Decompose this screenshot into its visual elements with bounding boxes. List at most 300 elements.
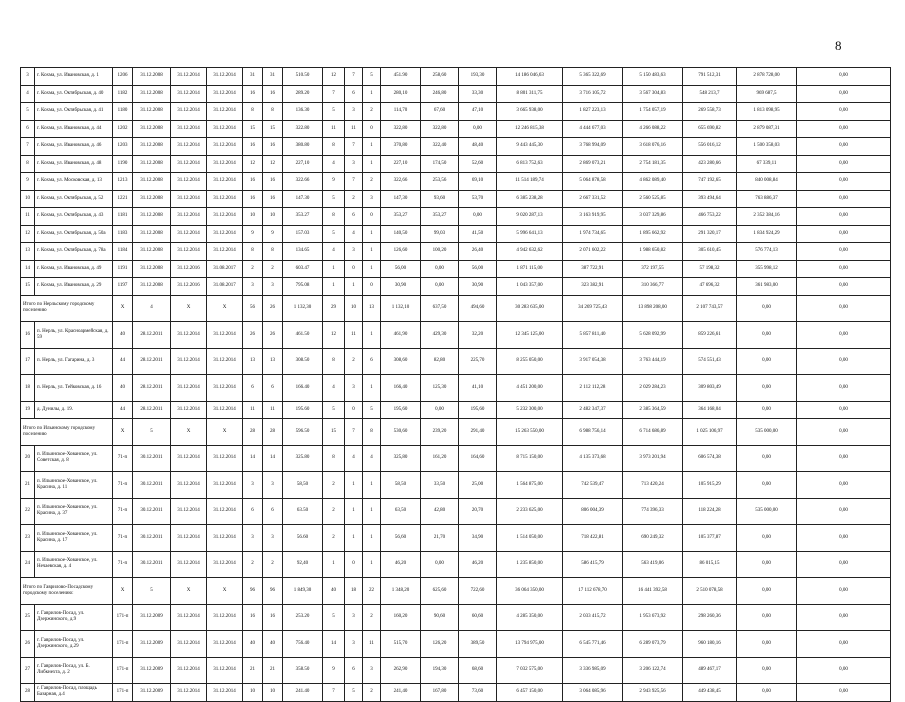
table-cell: 0,00 bbox=[737, 578, 797, 605]
table-cell: 0,00 bbox=[737, 604, 797, 631]
table-cell: 14 bbox=[263, 445, 283, 472]
table-cell: 353.27 bbox=[283, 208, 323, 226]
table-cell: 67,60 bbox=[421, 103, 459, 121]
table-cell: 2 bbox=[263, 260, 283, 278]
table-cell: 308.50 bbox=[283, 348, 323, 375]
table-cell: 21 bbox=[243, 657, 263, 684]
table-cell: 10 bbox=[243, 684, 263, 702]
table-cell: 0,00 bbox=[737, 472, 797, 499]
table-cell: 466 753,22 bbox=[683, 208, 737, 226]
table-cell: 5 bbox=[133, 578, 171, 605]
table-cell: 31.12.2008 bbox=[133, 85, 171, 103]
table-cell: 2 112 112,28 bbox=[563, 375, 623, 402]
table-cell: 1180 bbox=[113, 103, 133, 121]
address-cell: г. Кохма, ул. Октябрьская, д. 40 bbox=[35, 85, 113, 103]
table-cell: 16 bbox=[263, 138, 283, 156]
table-cell: 353,27 bbox=[381, 208, 421, 226]
table-cell: 4 285 350,00 bbox=[497, 604, 563, 631]
table-cell: 2 879 087,31 bbox=[737, 120, 797, 138]
table-cell: 0,00 bbox=[797, 684, 891, 702]
table-cell: 10 bbox=[345, 295, 363, 322]
table-cell: 322,80 bbox=[381, 120, 421, 138]
table-cell: 31.12.2014 bbox=[171, 85, 207, 103]
table-cell: 1197 bbox=[113, 278, 133, 296]
table-cell: 134.65 bbox=[283, 243, 323, 261]
table-cell: 1 bbox=[363, 260, 381, 278]
table-cell: 6 545 771,46 bbox=[563, 631, 623, 658]
table-cell: 1202 bbox=[113, 120, 133, 138]
table-cell: 160,20 bbox=[381, 604, 421, 631]
table-cell: 323 382,91 bbox=[563, 278, 623, 296]
table-cell: 140,50 bbox=[381, 225, 421, 243]
table-cell: 3 917 054,38 bbox=[563, 348, 623, 375]
table-cell: 361 983,00 bbox=[737, 278, 797, 296]
table-cell: 9 443 445,30 bbox=[497, 138, 563, 156]
table-row bbox=[21, 278, 891, 296]
table-cell: 1 988 650,82 bbox=[623, 243, 683, 261]
table-cell: 774 396,33 bbox=[623, 498, 683, 525]
table-cell: 31.12.2014 bbox=[207, 472, 243, 499]
table-cell: 8 bbox=[363, 419, 381, 446]
address-cell: г. Кохма, ул. Октябрьская, д. 43 bbox=[35, 208, 113, 226]
table-cell: 322.80 bbox=[283, 120, 323, 138]
table-cell: X bbox=[207, 578, 243, 605]
table-cell: 41,50 bbox=[459, 225, 497, 243]
table-cell: 586 415,79 bbox=[563, 551, 623, 578]
table-cell: 655 690,82 bbox=[683, 120, 737, 138]
table-cell: 449 438,45 bbox=[683, 684, 737, 702]
table-cell: 17 112 678,70 bbox=[563, 578, 623, 605]
table-cell: 6 bbox=[263, 498, 283, 525]
table-cell: 2 bbox=[323, 525, 345, 552]
table-cell: 1 bbox=[363, 498, 381, 525]
table-row bbox=[21, 190, 891, 208]
table-cell: 2 bbox=[243, 260, 263, 278]
address-cell: п. Ильинское-Хованское, ул. Нечаевская, д. 4 bbox=[35, 551, 113, 578]
table-cell: 31.12.2014 bbox=[207, 604, 243, 631]
table-cell: 4 bbox=[345, 445, 363, 472]
table-cell: 1 bbox=[363, 243, 381, 261]
table-cell: 28 bbox=[21, 684, 35, 702]
table-cell: 26 bbox=[263, 322, 283, 349]
table-cell: 34 269 725,43 bbox=[563, 295, 623, 322]
table-cell: 325.80 bbox=[283, 445, 323, 472]
table-cell: 461,90 bbox=[381, 322, 421, 349]
table-cell: 840 008,84 bbox=[737, 173, 797, 191]
table-cell: 5 bbox=[323, 401, 345, 419]
table-cell: 0,00 bbox=[797, 604, 891, 631]
table-cell: 322,80 bbox=[421, 120, 459, 138]
table-cell: 195.60 bbox=[283, 401, 323, 419]
table-cell: 5 857 811,40 bbox=[563, 322, 623, 349]
table-cell: 0 bbox=[363, 120, 381, 138]
table-cell: 423 280,66 bbox=[683, 155, 737, 173]
table-row bbox=[21, 225, 891, 243]
table-cell: 2 071 602,22 bbox=[563, 243, 623, 261]
table-cell: 2 943 925,56 bbox=[623, 684, 683, 702]
table-cell: 29 bbox=[323, 295, 345, 322]
table-cell: 305 610,45 bbox=[683, 243, 737, 261]
table-cell: 16 bbox=[243, 85, 263, 103]
table-cell: 6 bbox=[345, 208, 363, 226]
table-row bbox=[21, 260, 891, 278]
table-cell: 5 bbox=[133, 419, 171, 446]
address-cell: г. Кохма, ул. Ивановская, д. 44 bbox=[35, 120, 113, 138]
table-row bbox=[21, 208, 891, 226]
table-cell: 0,00 bbox=[737, 401, 797, 419]
table-cell: 21 bbox=[21, 472, 35, 499]
address-cell: п. Ильинское-Хованское, ул. Красина, д. 37 bbox=[35, 498, 113, 525]
table-cell: X bbox=[113, 419, 133, 446]
table-cell: 31.12.2014 bbox=[207, 525, 243, 552]
table-cell: 126,20 bbox=[421, 631, 459, 658]
table-cell: 31.12.2014 bbox=[171, 322, 207, 349]
table-cell: 6 714 686,89 bbox=[623, 419, 683, 446]
table-cell: 36 064 350,00 bbox=[497, 578, 563, 605]
table-cell: 147.30 bbox=[283, 190, 323, 208]
table-cell: 47 696,32 bbox=[683, 278, 737, 296]
table-cell: 32,20 bbox=[459, 322, 497, 349]
table-cell: 1 bbox=[363, 375, 381, 402]
table-cell: 2 385 364,59 bbox=[623, 401, 683, 419]
table-row bbox=[21, 85, 891, 103]
table-cell: 289.20 bbox=[283, 85, 323, 103]
table-cell: 13 794 975,00 bbox=[497, 631, 563, 658]
table-cell: 606 574,38 bbox=[683, 445, 737, 472]
address-cell: п. Ильинское-Хованское, ул. Красина, д. 11 bbox=[35, 472, 113, 499]
table-cell: 1 132,30 bbox=[283, 295, 323, 322]
table-cell: X bbox=[113, 295, 133, 322]
table-cell: 27 bbox=[21, 657, 35, 684]
table-cell: 30.12.2011 bbox=[133, 445, 171, 472]
table-cell: 309 803,49 bbox=[683, 375, 737, 402]
table-cell: 31.12.2014 bbox=[171, 138, 207, 156]
table-cell: 15 bbox=[21, 278, 35, 296]
table-cell: 1 bbox=[323, 278, 345, 296]
subtotal-label: Итого по Нерльскому городскому поселению bbox=[21, 295, 113, 322]
table-cell: 166,40 bbox=[381, 375, 421, 402]
table-cell: 31.12.2014 bbox=[171, 525, 207, 552]
table-cell: 16 bbox=[243, 173, 263, 191]
table-cell: 1 953 673,92 bbox=[623, 604, 683, 631]
table-cell: 9 bbox=[323, 657, 345, 684]
table-cell: 0,00 bbox=[421, 260, 459, 278]
table-cell: 625,60 bbox=[421, 578, 459, 605]
table-cell: 722,60 bbox=[459, 578, 497, 605]
table-cell: 136.30 bbox=[283, 103, 323, 121]
table-cell: 380.80 bbox=[283, 138, 323, 156]
table-cell: 22 bbox=[21, 498, 35, 525]
table-cell: 28.12.2011 bbox=[133, 375, 171, 402]
subtotal-label: Итого по Ильинскому городскому поселению bbox=[21, 419, 113, 446]
table-cell: 60,60 bbox=[459, 604, 497, 631]
table-cell: 969 687,5 bbox=[737, 85, 797, 103]
table-cell: 31 bbox=[243, 68, 263, 86]
table-cell: 355 998,12 bbox=[737, 260, 797, 278]
table-cell: 364 168,04 bbox=[683, 401, 737, 419]
table-cell: 28 bbox=[243, 419, 263, 446]
table-cell: 0,00 bbox=[737, 631, 797, 658]
table-cell: 6 813 752,63 bbox=[497, 155, 563, 173]
table-cell: 16 bbox=[243, 190, 263, 208]
table-cell: 105 377,87 bbox=[683, 525, 737, 552]
table-cell: 12 bbox=[323, 68, 345, 86]
table-cell: 603.47 bbox=[283, 260, 323, 278]
table-cell: 2 510 078,58 bbox=[683, 578, 737, 605]
table-cell: 31.12.2014 bbox=[171, 103, 207, 121]
table-cell: 16 bbox=[21, 322, 35, 349]
table-cell: 6 988 756,14 bbox=[563, 419, 623, 446]
table-cell: 1 235 850,00 bbox=[497, 551, 563, 578]
table-cell: 0,00 bbox=[797, 85, 891, 103]
table-row bbox=[21, 243, 891, 261]
table-cell: 8 801 311,75 bbox=[497, 85, 563, 103]
table-cell: 34,90 bbox=[459, 525, 497, 552]
table-cell: 147,30 bbox=[381, 190, 421, 208]
table-row bbox=[21, 348, 891, 375]
table-cell: 2 667 331,52 bbox=[563, 190, 623, 208]
table-cell: 0,00 bbox=[797, 419, 891, 446]
table-cell: 31.12.2014 bbox=[171, 173, 207, 191]
table-cell: 10 bbox=[263, 208, 283, 226]
table-cell: 3 bbox=[243, 278, 263, 296]
table-cell: 71-п bbox=[113, 472, 133, 499]
table-cell: 0,00 bbox=[797, 631, 891, 658]
table-cell: 2 bbox=[323, 472, 345, 499]
table-cell: 100,20 bbox=[421, 243, 459, 261]
table-cell: 16 bbox=[263, 604, 283, 631]
table-cell: 11 bbox=[323, 120, 345, 138]
table-cell: 8 bbox=[323, 138, 345, 156]
address-cell: г. Кохма, ул. Ивановская, д. 29 bbox=[35, 278, 113, 296]
table-cell: 31.12.2014 bbox=[207, 103, 243, 121]
table-cell: 24 bbox=[21, 551, 35, 578]
table-cell: 40 bbox=[263, 631, 283, 658]
table-cell: 4 bbox=[345, 225, 363, 243]
table-cell: 28.12.2011 bbox=[133, 322, 171, 349]
table-cell: 4 bbox=[363, 445, 381, 472]
table-cell: 14 bbox=[243, 445, 263, 472]
table-row bbox=[21, 375, 891, 402]
table-cell: 31.12.2014 bbox=[171, 551, 207, 578]
table-cell: 31.12.2014 bbox=[207, 138, 243, 156]
table-cell: 3 206 122,74 bbox=[623, 657, 683, 684]
table-cell: 1206 bbox=[113, 68, 133, 86]
table-cell: 56,60 bbox=[381, 525, 421, 552]
table-cell: 9 bbox=[21, 173, 35, 191]
table-cell: 308,60 bbox=[381, 348, 421, 375]
table-cell: 23 bbox=[21, 525, 35, 552]
table-cell: 31.12.2014 bbox=[171, 472, 207, 499]
table-cell: 3 bbox=[345, 604, 363, 631]
table-row bbox=[21, 173, 891, 191]
table-cell: 1 025 106,97 bbox=[683, 419, 737, 446]
table-cell: 258,60 bbox=[421, 68, 459, 86]
table-cell: 530,60 bbox=[381, 419, 421, 446]
table-cell: 0 bbox=[345, 260, 363, 278]
table-cell: 310 366,77 bbox=[623, 278, 683, 296]
table-cell: 3 bbox=[345, 103, 363, 121]
table-cell: 3 064 085,96 bbox=[563, 684, 623, 702]
table-cell: 7 bbox=[345, 138, 363, 156]
table-cell: 30.12.2011 bbox=[133, 472, 171, 499]
table-cell: 17 bbox=[21, 348, 35, 375]
table-cell: 31.12.2008 bbox=[133, 243, 171, 261]
table-cell: 0,00 bbox=[797, 295, 891, 322]
table-cell: 3 bbox=[345, 631, 363, 658]
table-cell: 353,27 bbox=[421, 208, 459, 226]
table-cell: 13 bbox=[243, 348, 263, 375]
table-cell: 3 037 329,86 bbox=[623, 208, 683, 226]
table-cell: 2 754 181,35 bbox=[623, 155, 683, 173]
table-cell: 31.12.2014 bbox=[207, 551, 243, 578]
table-cell: 387 722,91 bbox=[563, 260, 623, 278]
table-cell: 31.12.2014 bbox=[207, 155, 243, 173]
address-cell: г. Кохма, ул. Октябрьская, д. 41 bbox=[35, 103, 113, 121]
table-cell: 63.50 bbox=[283, 498, 323, 525]
table-cell: 56,00 bbox=[459, 260, 497, 278]
table-cell: 171-п bbox=[113, 631, 133, 658]
table-cell: 16 bbox=[263, 173, 283, 191]
table-cell: 20 bbox=[21, 445, 35, 472]
subtotal-row bbox=[21, 419, 891, 446]
table-cell: 358.50 bbox=[283, 657, 323, 684]
table-cell: 7 bbox=[21, 138, 35, 156]
table-cell: 16 bbox=[243, 604, 263, 631]
table-cell: 69,10 bbox=[459, 173, 497, 191]
subtotal-label: Итого по Гаврилово-Посадскому городскому поселению: bbox=[21, 578, 113, 605]
address-cell: г. Гаврилов-Посад, ул. Дзержинского, д.9 bbox=[35, 604, 113, 631]
table-row bbox=[21, 604, 891, 631]
table-cell: 31.12.2008 bbox=[133, 155, 171, 173]
table-cell: 71-п bbox=[113, 551, 133, 578]
table-cell: 40 bbox=[243, 631, 263, 658]
table-cell: 2 878 728,00 bbox=[737, 68, 797, 86]
table-cell: 6 385 238,28 bbox=[497, 190, 563, 208]
table-cell: 11 bbox=[243, 401, 263, 419]
table-cell: 5 bbox=[21, 103, 35, 121]
table-cell: 8 bbox=[21, 155, 35, 173]
subtotal-row bbox=[21, 578, 891, 605]
table-cell: 6 bbox=[21, 120, 35, 138]
table-cell: X bbox=[171, 419, 207, 446]
address-cell: г. Кохма, ул. Ивановская, д. 48 bbox=[35, 155, 113, 173]
table-cell: 8 bbox=[323, 445, 345, 472]
table-cell: 8 bbox=[243, 243, 263, 261]
address-cell: д. Дунилы, д. 19. bbox=[35, 401, 113, 419]
table-cell: 7 bbox=[345, 68, 363, 86]
table-cell: 8 bbox=[323, 208, 345, 226]
table-cell: 239,20 bbox=[421, 419, 459, 446]
table-cell: 6 289 073,79 bbox=[623, 631, 683, 658]
table-cell: 99,03 bbox=[421, 225, 459, 243]
table-cell: 9 bbox=[263, 225, 283, 243]
table-cell: 510.50 bbox=[283, 68, 323, 86]
table-cell: 535 000,00 bbox=[737, 419, 797, 446]
table-cell: 960 180,16 bbox=[683, 631, 737, 658]
table-cell: 31.12.2014 bbox=[207, 657, 243, 684]
table-cell: 0,00 bbox=[797, 551, 891, 578]
table-cell: 40 bbox=[323, 578, 345, 605]
table-cell: 5 bbox=[363, 401, 381, 419]
table-cell: 6 bbox=[243, 375, 263, 402]
table-cell: 125,30 bbox=[421, 375, 459, 402]
table-row bbox=[21, 525, 891, 552]
table-cell: 548 213,7 bbox=[683, 85, 737, 103]
address-cell: г. Кохма, ул. Октябрьская, д. 50а bbox=[35, 225, 113, 243]
table-cell: 18 bbox=[345, 578, 363, 605]
address-cell: г. Кохма, ул. Октябрьская, д. 78а bbox=[35, 243, 113, 261]
table-cell: 1184 bbox=[113, 243, 133, 261]
table-cell: 0,00 bbox=[797, 103, 891, 121]
table-cell: X bbox=[207, 419, 243, 446]
table-cell: 637,50 bbox=[421, 295, 459, 322]
table-cell: 4 135 373,68 bbox=[563, 445, 623, 472]
table-cell: 31.12.2008 bbox=[133, 173, 171, 191]
table-cell: 11 514 189,74 bbox=[497, 173, 563, 191]
table-cell: 40 bbox=[113, 375, 133, 402]
table-cell: 33,30 bbox=[459, 85, 497, 103]
table-cell: 0,00 bbox=[797, 578, 891, 605]
table-cell: 15 bbox=[243, 120, 263, 138]
table-cell: 0,00 bbox=[797, 498, 891, 525]
table-cell: 20,70 bbox=[459, 498, 497, 525]
table-cell: 0,00 bbox=[797, 260, 891, 278]
table-cell: 11 bbox=[363, 631, 381, 658]
table-cell: 9 bbox=[323, 173, 345, 191]
table-cell: 46,20 bbox=[459, 551, 497, 578]
table-cell: 1 bbox=[363, 138, 381, 156]
table-cell: 31.12.2014 bbox=[171, 243, 207, 261]
table-cell: 14 186 046,63 bbox=[497, 68, 563, 86]
table-cell: 21,70 bbox=[421, 525, 459, 552]
table-cell: 40 bbox=[113, 322, 133, 349]
table-cell: 0 bbox=[345, 551, 363, 578]
table-cell: 26 bbox=[263, 295, 283, 322]
table-cell: 10 bbox=[263, 684, 283, 702]
table-cell: 31.12.2008 bbox=[133, 138, 171, 156]
table-cell: 4 bbox=[323, 155, 345, 173]
table-cell: 11 bbox=[345, 322, 363, 349]
table-cell: 7 bbox=[345, 419, 363, 446]
table-cell: 5 365 322,69 bbox=[563, 68, 623, 86]
table-cell: 31.12.2014 bbox=[171, 190, 207, 208]
table-cell: 0,00 bbox=[797, 525, 891, 552]
table-cell: 31.12.2014 bbox=[207, 190, 243, 208]
table-cell: 535 000,00 bbox=[737, 498, 797, 525]
table-cell: 4 bbox=[323, 243, 345, 261]
table-cell: 1 bbox=[363, 525, 381, 552]
table-cell: 166.40 bbox=[283, 375, 323, 402]
table-cell: 0,00 bbox=[797, 278, 891, 296]
table-cell: 1 bbox=[345, 498, 363, 525]
address-cell: п. Нерль, ул. Гагарина, д. 3 bbox=[35, 348, 113, 375]
table-cell: 31.12.2014 bbox=[207, 208, 243, 226]
table-cell: 2 869 073,21 bbox=[563, 155, 623, 173]
table-cell: 11 bbox=[345, 120, 363, 138]
table-cell: 96 bbox=[243, 578, 263, 605]
table-cell: 0,00 bbox=[797, 155, 891, 173]
table-cell: 31.12.2009 bbox=[133, 631, 171, 658]
table-cell: 0,00 bbox=[797, 445, 891, 472]
table-cell: 5 064 878,58 bbox=[563, 173, 623, 191]
table-cell: 171-п bbox=[113, 684, 133, 702]
table-cell: 747 192,65 bbox=[683, 173, 737, 191]
table-cell: 56 bbox=[243, 295, 263, 322]
table-cell: 0,00 bbox=[797, 120, 891, 138]
table-cell: 13 898 208,00 bbox=[623, 295, 683, 322]
table-cell: 67 339,11 bbox=[737, 155, 797, 173]
